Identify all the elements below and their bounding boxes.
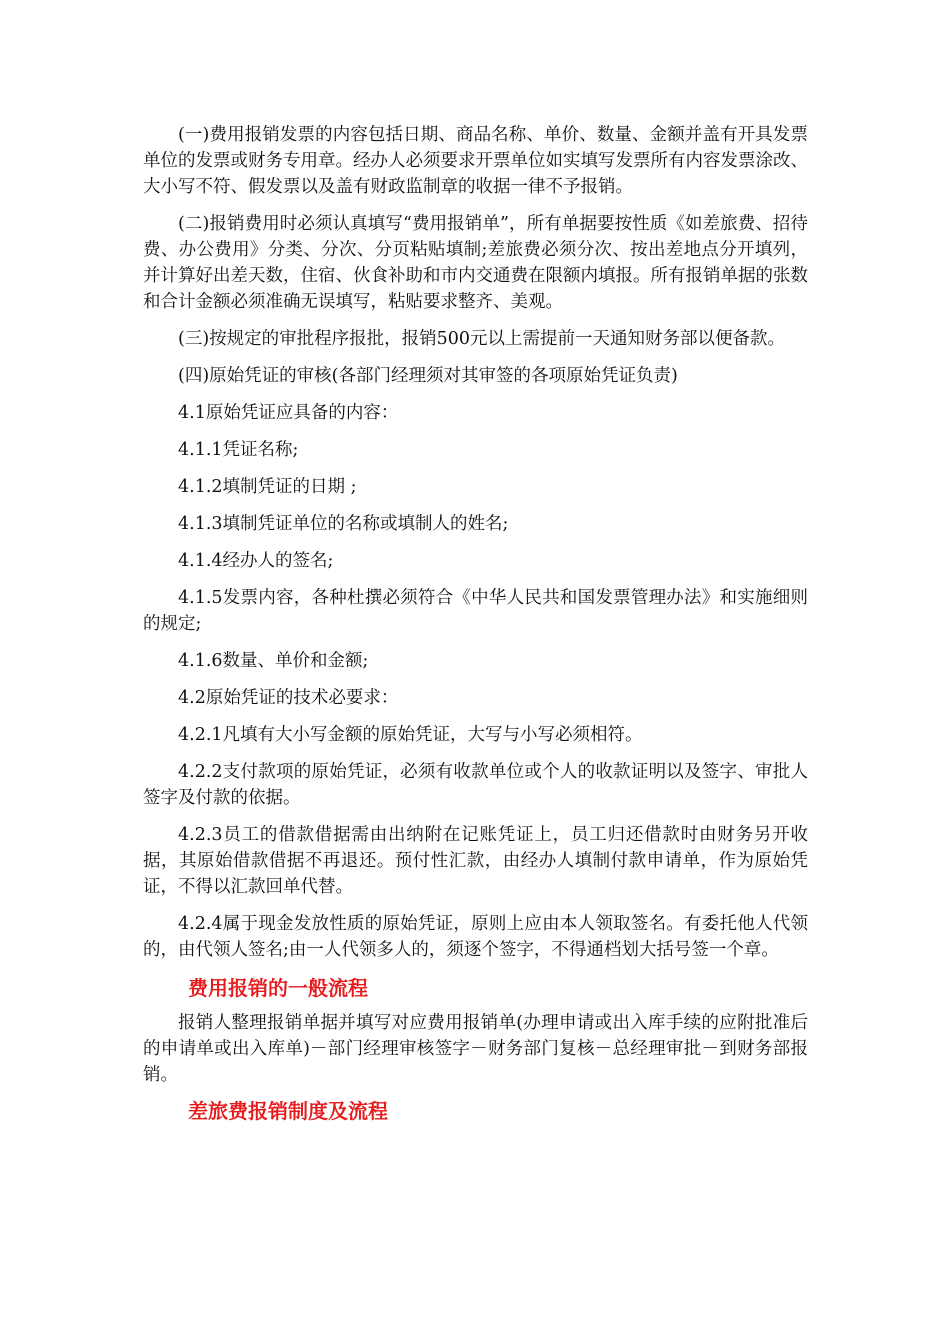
paragraph-4-2-4: 4.2.4属于现金发放性质的原始凭证，原则上应由本人领取签名。有委托他人代领的，由代领人签名;由一人代领多人的，须逐个签字，不得通档划大括号签一个章。: [143, 914, 808, 960]
paragraph-approval-procedure: (三)按规定的审批程序报批，报销500元以上需提前一天通知财务部以便备款。: [178, 329, 786, 349]
paragraph-4-1-1: 4.1.1凭证名称;: [178, 440, 299, 460]
paragraph-4-1-2: 4.1.2填制凭证的日期 ;: [178, 477, 357, 497]
heading-travel-expense: 差旅费报销制度及流程: [188, 1099, 388, 1123]
paragraph-4-2-3: 4.2.3员工的借款借据需由出纳附在记账凭证上，员工归还借款时由财务另开收据，其原始借款借据不再退还。预付性汇款，由经办人填制付款申请单，作为原始凭证，不得以汇款回单代替。: [143, 825, 808, 897]
paragraph-4-1-3: 4.1.3填制凭证单位的名称或填制人的姓名;: [178, 514, 509, 534]
paragraph-4-1-6: 4.1.6数量、单价和金额;: [178, 651, 369, 671]
paragraph-general-flow: 报销人整理报销单据并填写对应费用报销单(办理申请或出入库手续的应附批准后的申请单或出入库单)－部门经理审核签字－财务部门复核－总经理审批－到财务部报销。: [143, 1013, 808, 1085]
paragraph-4-1: 4.1原始凭证应具备的内容：: [178, 403, 399, 423]
paragraph-4-1-4: 4.1.4经办人的签名;: [178, 551, 334, 571]
paragraph-4-2-2: 4.2.2支付款项的原始凭证，必须有收款单位或个人的收款证明以及签字、审批人签字及付款的依据。: [143, 762, 808, 808]
paragraph-fill-expense-form: (二)报销费用时必须认真填写“费用报销单”，所有单据要按性质《如差旅费、招待费、办公费用》分类、分次、分页粘贴填制;差旅费必须分次、按出差地点分开填列，并计算好出差天数，住宿、伙食补助和市内交通费在限额内填报。所有报销单据的张数和合计金额必须准确无误填写，粘贴要求整齐、美观。: [143, 214, 808, 312]
document-body: [143, 122, 808, 1133]
paragraph-4-1-5: 4.1.5发票内容，各种杜撰必须符合《中华人民共和国发票管理办法》和实施细则的规定;: [143, 588, 808, 634]
paragraph-voucher-review: (四)原始凭证的审核(各部门经理须对其审签的各项原始凭证负责): [178, 366, 678, 386]
paragraph-4-2: 4.2原始凭证的技术必要求：: [178, 688, 399, 708]
paragraph-4-2-1: 4.2.1凡填有大小写金额的原始凭证，大写与小写必须相符。: [178, 725, 643, 745]
paragraph-invoice-content: (一)费用报销发票的内容包括日期、商品名称、单价、数量、金额并盖有开具发票单位的发票或财务专用章。经办人必须要求开票单位如实填写发票所有内容发票涂改、大小写不符、假发票以及盖有财政监制章的收据一律不予报销。: [143, 125, 808, 197]
heading-general-process: 费用报销的一般流程: [188, 976, 368, 1000]
